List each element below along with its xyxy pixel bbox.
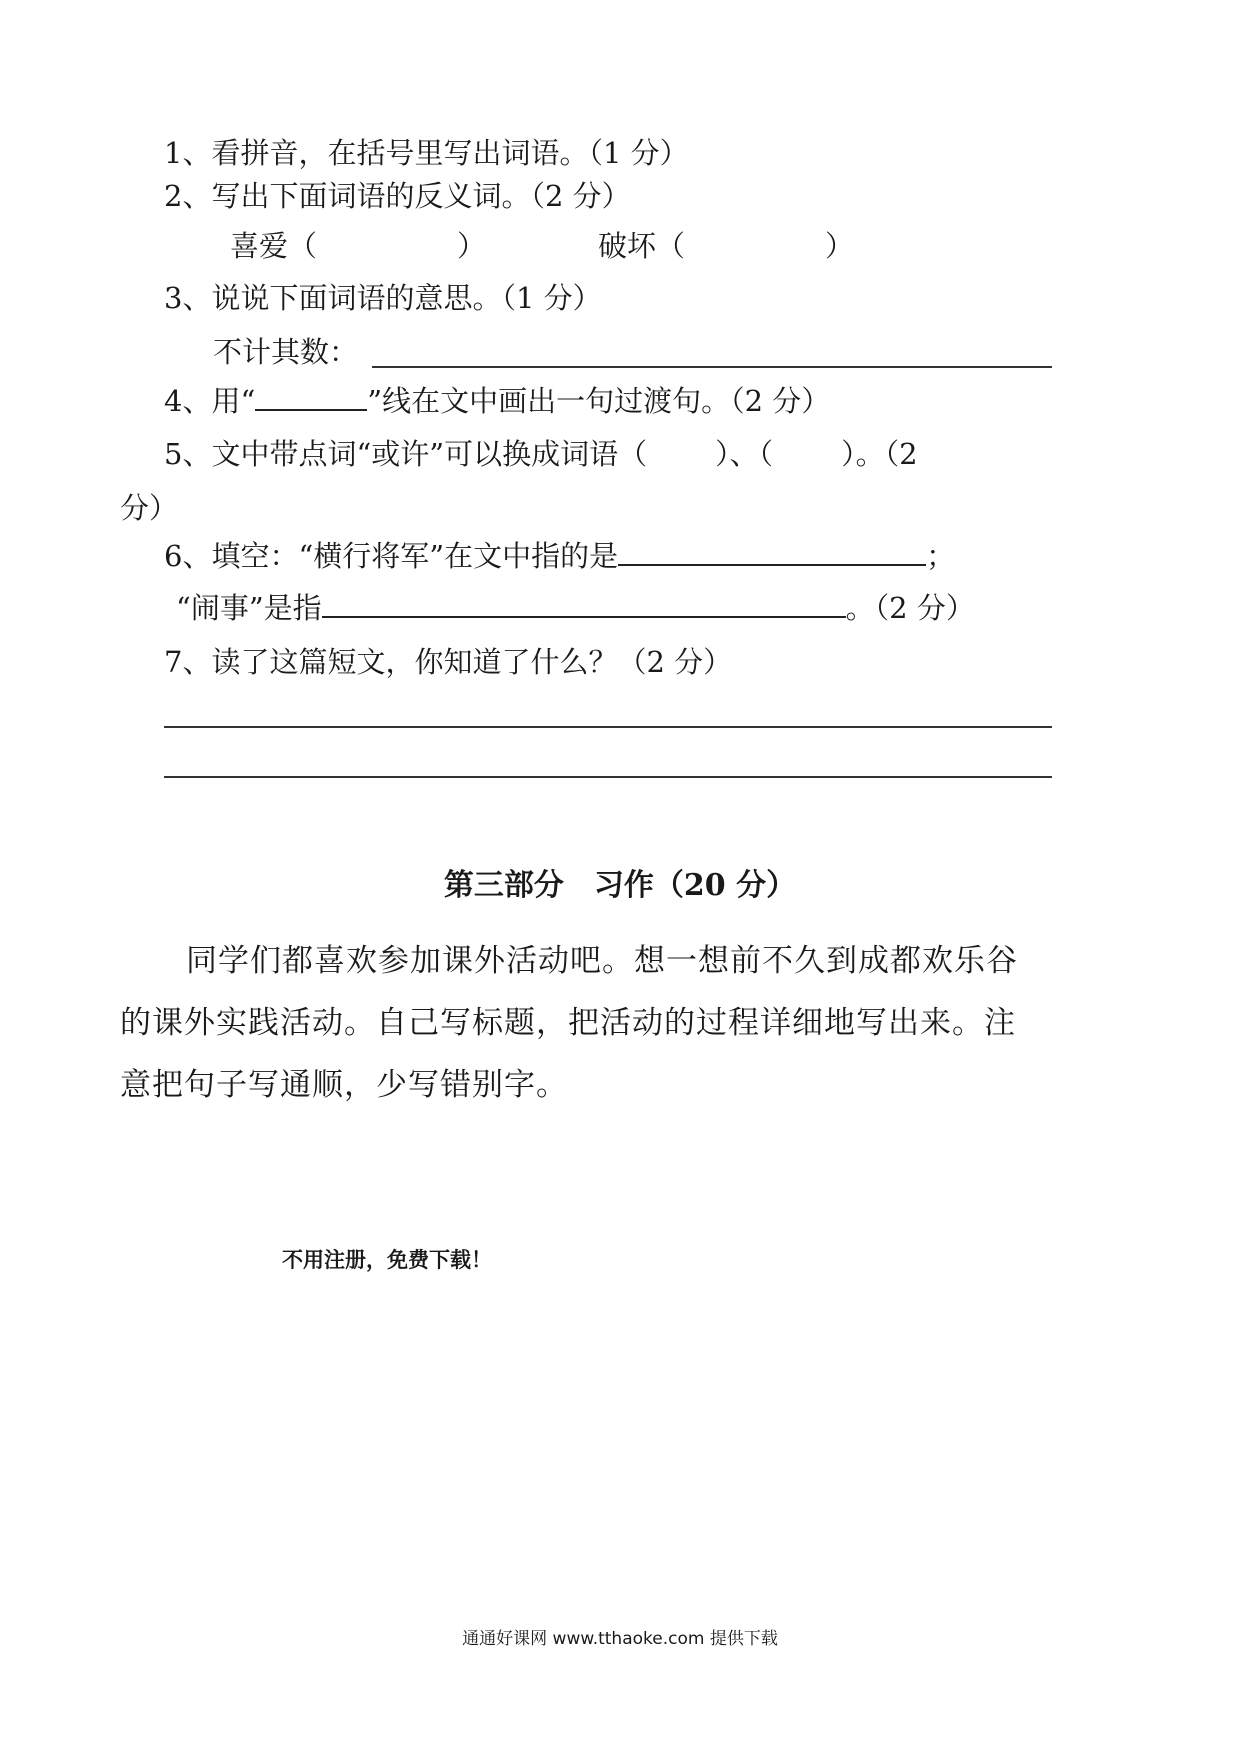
q2-word-b <box>598 228 854 264</box>
q4-post: ”线在文中画出一句过渡句。（2 分） <box>367 384 831 418</box>
q7-answer-line-2[interactable] <box>164 776 1052 778</box>
section3-title: 第三部分 习作（20 分） <box>443 868 797 903</box>
q5-a: 5、文中带点词“或许”可以换成词语（ <box>164 437 648 471</box>
q4-sample-line <box>255 408 367 411</box>
q5-b: ）、（ <box>715 437 774 471</box>
q2-word-a-close: ） <box>457 229 487 263</box>
q5-wrap: 分） <box>120 491 179 525</box>
q4 <box>164 383 830 419</box>
q3-term: 不计其数： <box>213 335 359 369</box>
promo-text: 不用注册，免费下载！ <box>282 1248 492 1272</box>
q6-answer-2[interactable] <box>322 615 846 618</box>
q4-pre: 4、用“ <box>164 384 256 418</box>
q3-answer-line[interactable] <box>372 366 1052 368</box>
q6-b: ； <box>926 539 956 573</box>
footer-text: 通通好课网 www.tthaoke.com 提供下载 <box>462 1629 778 1649</box>
q6-a: 6、填空：“横行将军”在文中指的是 <box>164 539 619 573</box>
q2-word-a <box>230 228 486 264</box>
q2-word-b-label: 破坏（ <box>598 229 686 263</box>
q1: 1、看拼音，在括号里写出词语。（1 分） <box>164 136 689 170</box>
q6-answer-1[interactable] <box>618 563 926 566</box>
q2-word-a-label: 喜爱（ <box>230 229 318 263</box>
q6-c: “闹事”是指 <box>176 591 322 625</box>
section3-prompt: 同学们都喜欢参加课外活动吧。想一想前不久到成都欢乐谷的课外实践活动。自己写标题，把活动的过程详细地写出来。注意把句子写通顺，少写错别字。 <box>120 943 1018 1103</box>
q5-c: ）。（2 <box>841 437 918 471</box>
q5 <box>164 436 918 472</box>
q2-word-b-close: ） <box>825 229 855 263</box>
q6-line1 <box>164 538 955 574</box>
q6-line2 <box>176 590 975 626</box>
q3: 3、说说下面词语的意思。（1 分） <box>164 281 602 315</box>
q7: 7、读了这篇短文，你知道了什么？（2 分） <box>164 645 733 679</box>
q2: 2、写出下面词语的反义词。（2 分） <box>164 179 631 213</box>
q7-answer-line-1[interactable] <box>164 726 1052 728</box>
q6-d: 。（2 分） <box>845 591 975 625</box>
